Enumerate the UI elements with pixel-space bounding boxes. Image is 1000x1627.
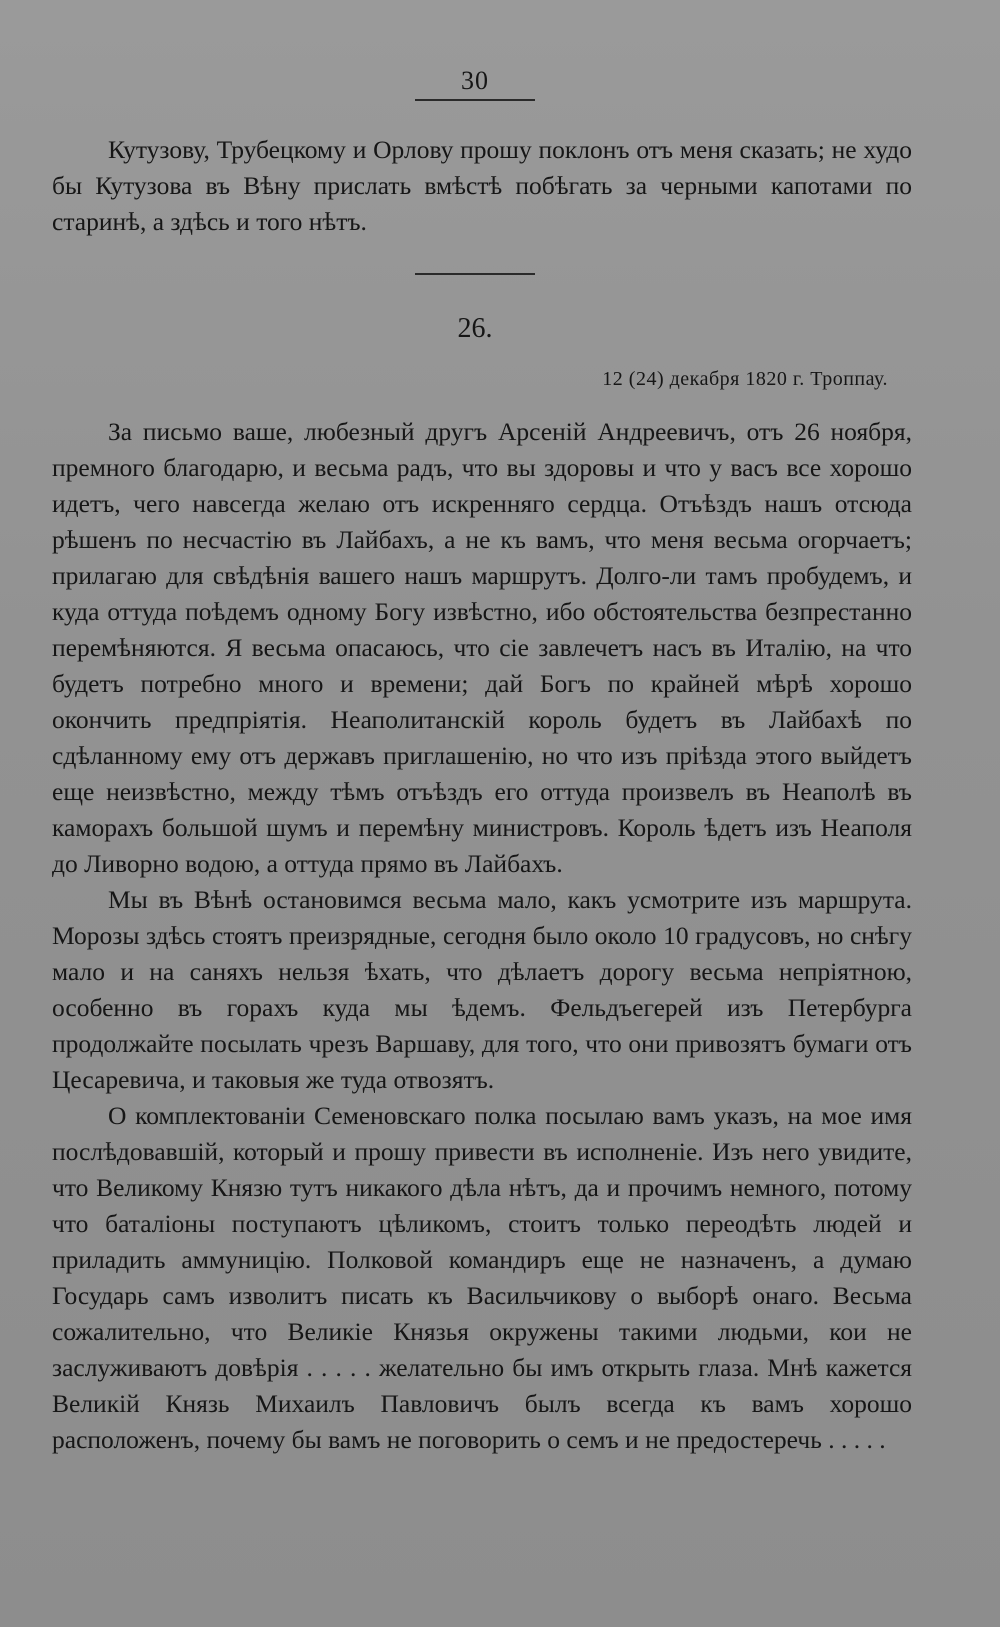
letter-dateline: 12 (24) декабря 1820 г. Троппау.	[602, 368, 888, 390]
section-divider	[415, 273, 535, 275]
header-rule	[415, 99, 535, 101]
page-number: 30	[461, 66, 489, 95]
letter-paragraph: О комплектованіи Семеновскаго полка посылаю вамъ указъ, на мое имя послѣдовавшій, который и прошу привести въ исполненіе. Изъ него увидите, что Великому Князю тутъ никакого дѣла нѣтъ, да и прочимъ немного, потому что баталіоны поступаютъ цѣликомъ, стоитъ только переодѣть людей и приладить аммуницію. Полковой командиръ еще не назначенъ, а думаю Государь самъ изволитъ писать къ Васильчикову о выборѣ онаго. Весьма сожалительно, что Великіе Князья окружены такими людьми, кои не заслуживаютъ довѣрія . . . . . желательно бы имъ открыть глаза. Мнѣ кажется Великій Князь Михаилъ Павловичъ былъ всегда къ вамъ хорошо расположенъ, почему бы вамъ не поговорить о семъ и не предостеречь . . . . .	[52, 1101, 912, 1454]
letter-body	[52, 414, 912, 1458]
intro-paragraph: Кутузову, Трубецкому и Орлову прошу поклонъ отъ меня сказать; не худо бы Кутузова въ Вѣну прислать вмѣстѣ побѣгать за черными капотами по старинѣ, а здѣсь и того нѣтъ.	[52, 135, 912, 236]
letter-paragraph: За письмо ваше, любезный другъ Арсеній Андреевичъ, отъ 26 ноября, премного благодарю, и весьма радъ, что вы здоровы и что у васъ все хорошо идетъ, чего навсегда желаю отъ искренняго сердца. Отъѣздъ нашъ отсюда рѣшенъ по несчастію въ Лайбахъ, а не къ вамъ, что меня весьма огорчаетъ; прилагаю для свѣдѣнія вашего нашъ маршрутъ. Долго-ли тамъ пробудемъ, и куда оттуда поѣдемъ одному Богу извѣстно, ибо обстоятельства безпрестанно перемѣняются. Я весьма опасаюсь, что сіе завлечетъ насъ въ Италію, на что будетъ потребно много и времени; дай Богъ по крайней мѣрѣ хорошо окончить предпріятія. Неаполитанскій король будетъ въ Лайбахѣ по сдѣланному ему отъ державъ приглашенію, но что изъ пріѣзда этого выйдетъ еще неизвѣстно, между тѣмъ отъѣздъ его оттуда произвелъ въ Неаполѣ въ каморахъ большой шумъ и перемѣну министровъ. Король ѣдетъ изъ Неаполя до Ливорно водою, а оттуда прямо въ Лайбахъ.	[52, 417, 912, 878]
letter-paragraph: Мы въ Вѣнѣ остановимся весьма мало, какъ усмотрите изъ маршрута. Морозы здѣсь стоятъ преизрядные, сегодня было около 10 градусовъ, но снѣгу мало и на саняхъ нельзя ѣхать, что дѣлаетъ дорогу весьма непріятною, особенно въ горахъ куда мы ѣдемъ. Фельдъегерей изъ Петербурга продолжайте посылать чрезъ Варшаву, для того, что они привозятъ бумаги отъ Цесаревича, и таковыя же туда отвозятъ.	[52, 885, 912, 1094]
intro-text	[52, 132, 912, 240]
letter-number: 26.	[457, 313, 493, 344]
